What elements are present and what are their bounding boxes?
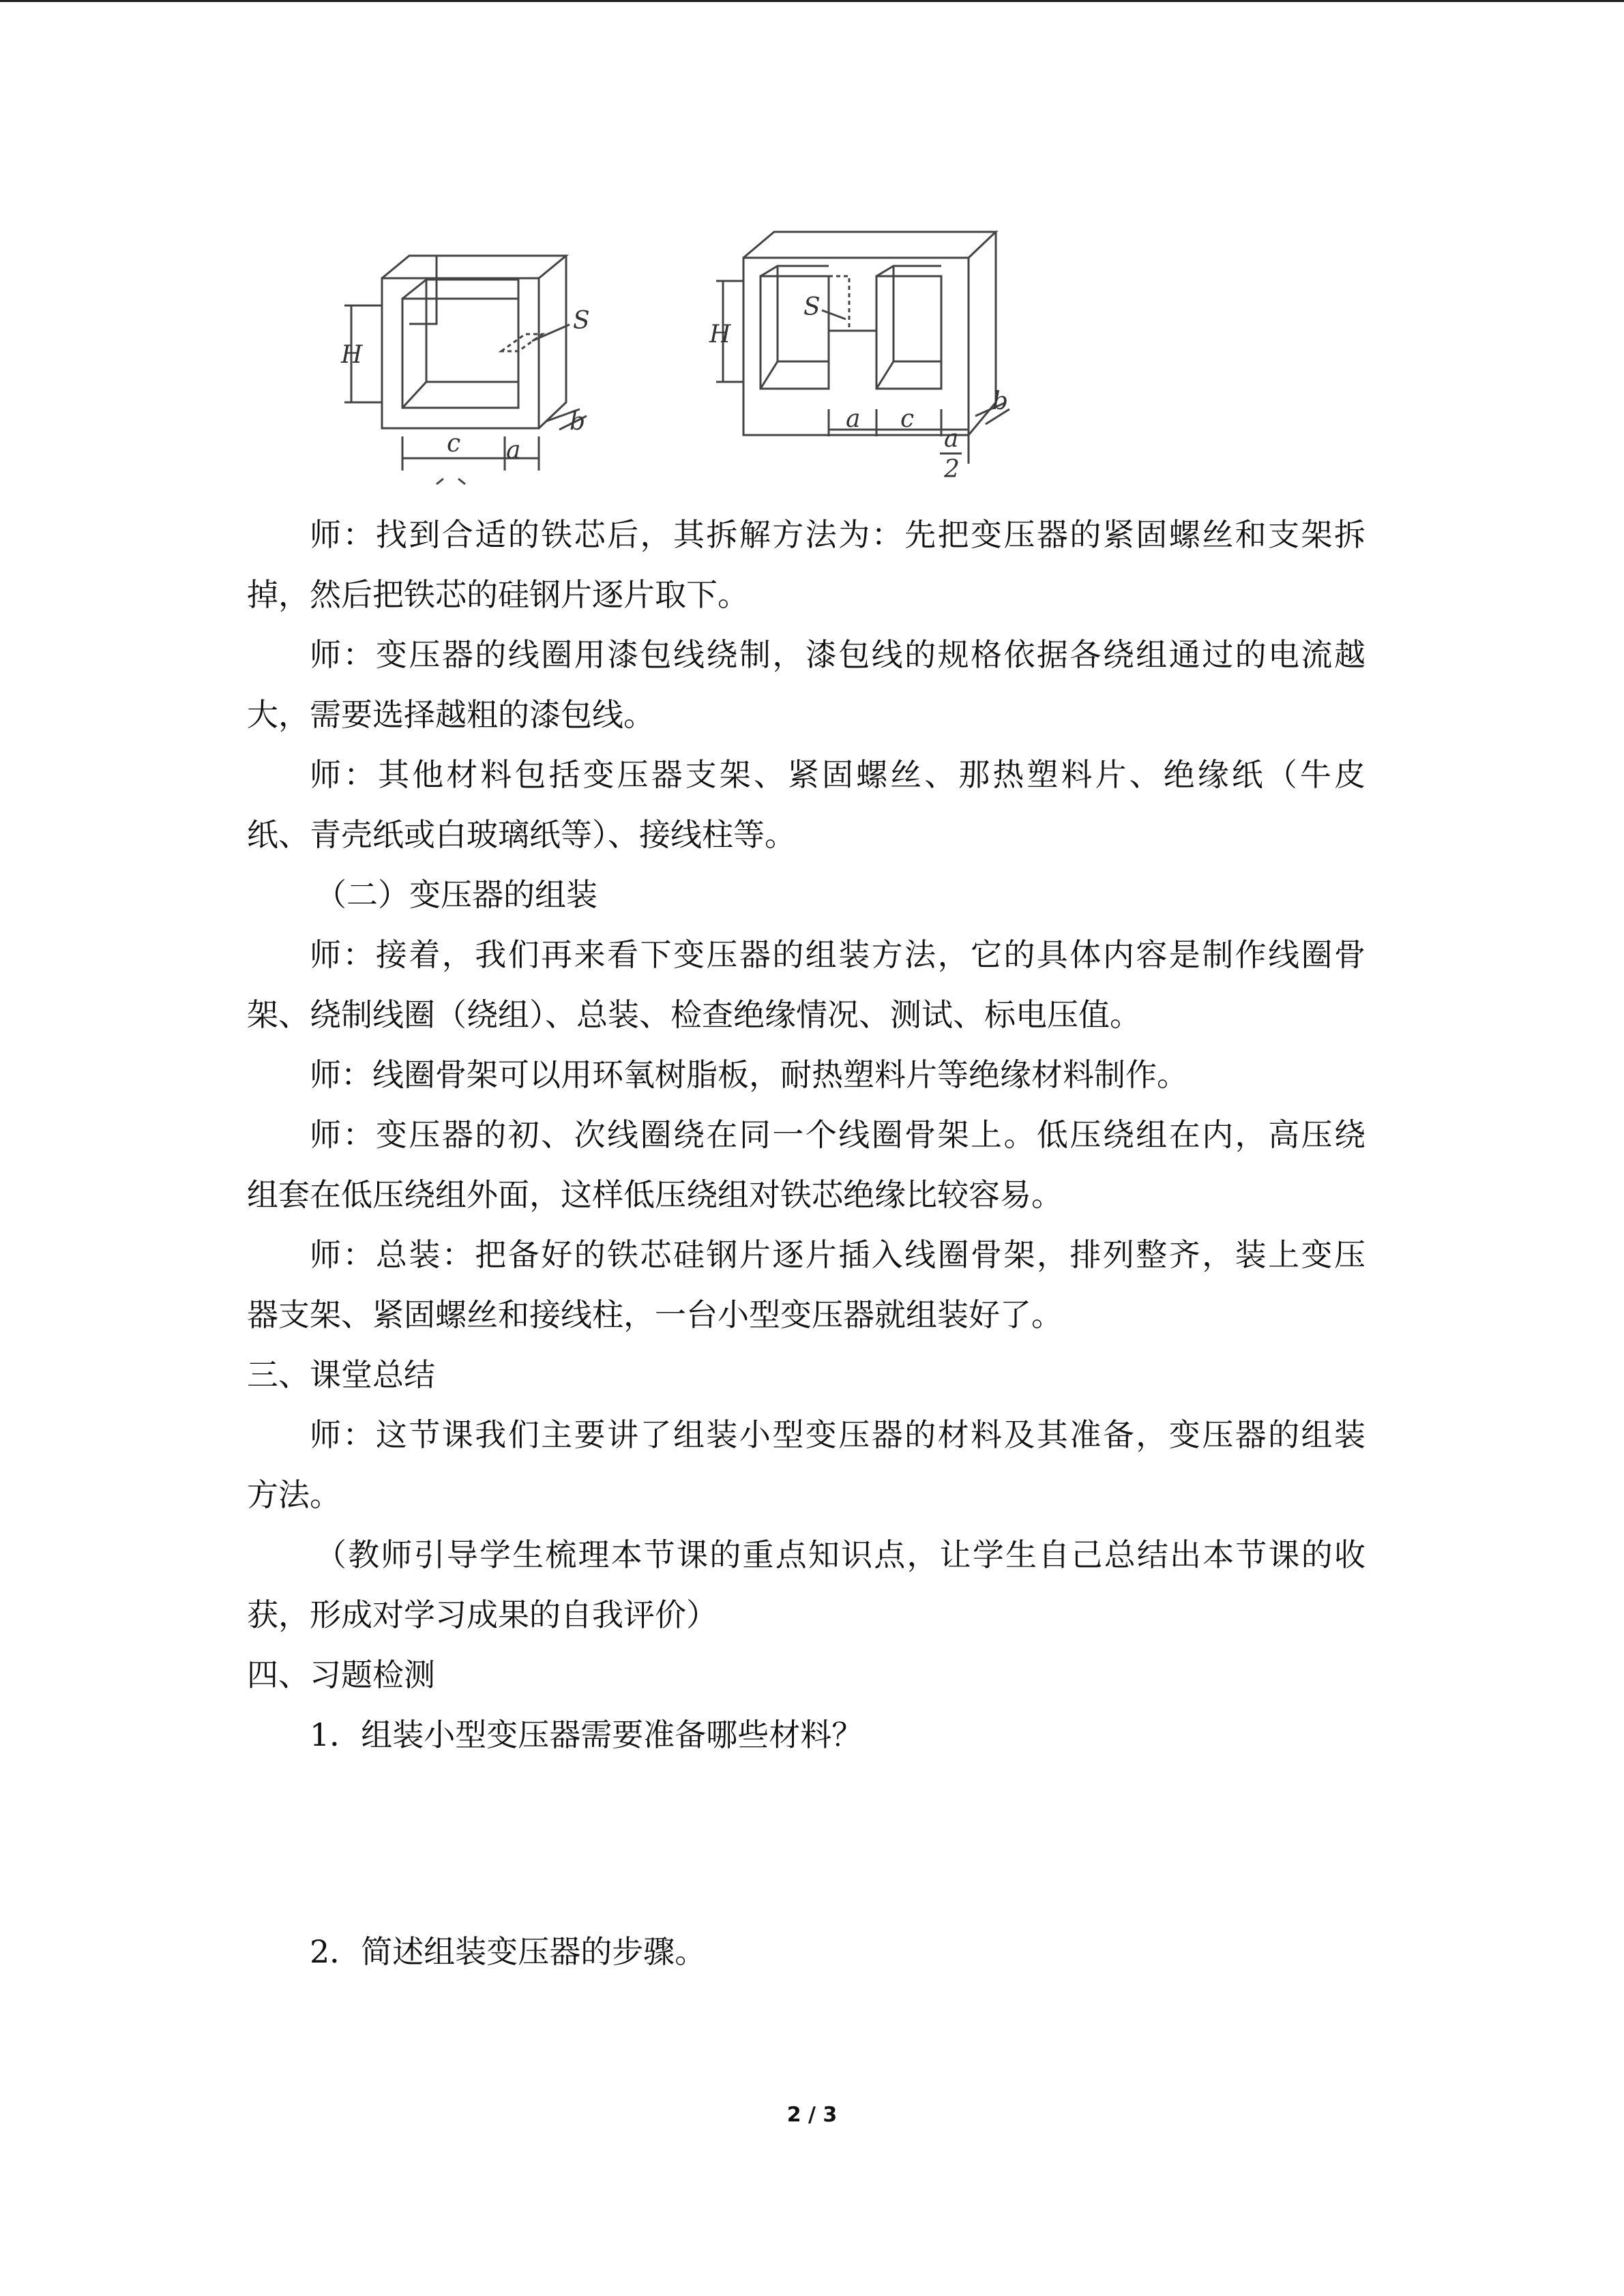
answer-space <box>247 1765 1365 1922</box>
section-heading-exercises: 四、习题检测 <box>247 1656 435 1693</box>
paragraph-line: 师：变压器的线圈用漆包线绕制，漆包线的规格依据各绕组通过的电流越 <box>310 636 1365 673</box>
paragraph-line: 方法。 <box>247 1476 341 1513</box>
paragraph-line: 架、绕制线圈（绕组）、总装、检查绝缘情况、测试、标电压值。 <box>247 996 1141 1033</box>
paragraph-line: 师：接着，我们再来看下变压器的组装方法，它的具体内容是制作线圈骨 <box>310 936 1365 973</box>
paragraph-line: 纸、青壳纸或白玻璃纸等）、接线柱等。 <box>247 816 796 853</box>
transformer-core-diagrams <box>0 0 1624 505</box>
right-figure-label-c: c <box>900 405 915 433</box>
right-core-figure <box>716 232 1009 464</box>
paragraph-line: 组套在低压绕组外面，这样低压绕组对铁芯绝缘比较容易。 <box>247 1176 1063 1213</box>
paragraph-line: 师：变压器的初、次线圈绕在同一个线圈骨架上。低压绕组在内，高压绕 <box>310 1116 1365 1153</box>
left-figure-label-c: c <box>447 430 461 458</box>
page-number: 2 / 3 <box>786 2103 838 2127</box>
left-core-figure <box>344 256 587 484</box>
paragraph-line: 器支架、紧固螺丝和接线柱，一台小型变压器就组装好了。 <box>247 1296 1063 1333</box>
right-figure-fraction-numerator: a <box>944 425 959 453</box>
right-figure-label-s: S <box>803 293 821 321</box>
left-figure-label-b: b <box>570 408 586 436</box>
left-figure-label-a: a <box>506 436 521 464</box>
right-figure-label-b: b <box>992 387 1009 415</box>
subsection-heading: （二）变压器的组装 <box>315 876 597 913</box>
left-figure-label-s: S <box>573 307 590 335</box>
paragraph-line: 师：找到合适的铁芯后，其拆解方法为：先把变压器的紧固螺丝和支架拆 <box>310 516 1365 553</box>
section-heading-summary: 三、课堂总结 <box>247 1356 435 1393</box>
paragraph-line: 师：这节课我们主要讲了组装小型变压器的材料及其准备，变压器的组装 <box>310 1416 1365 1453</box>
right-figure-label-a: a <box>846 405 861 433</box>
exercise-question-2: 2．简述组装变压器的步骤。 <box>310 1933 707 1970</box>
figures-area <box>0 0 1624 505</box>
paragraph-line: 师：其他材料包括变压器支架、紧固螺丝、那热塑料片、绝缘纸（牛皮 <box>310 756 1365 793</box>
exercise-question-1: 1．组装小型变压器需要准备哪些材料？ <box>310 1716 863 1753</box>
right-figure-label-h: H <box>709 320 731 348</box>
paragraph-line: 师：线圈骨架可以用环氧树脂板，耐热塑料片等绝缘材料制作。 <box>310 1056 1188 1093</box>
paragraph-line: （教师引导学生梳理本节课的重点知识点，让学生自己总结出本节课的收 <box>315 1536 1365 1573</box>
paragraph-line: 获，形成对学习成果的自我评价） <box>247 1596 718 1633</box>
left-figure-label-h: H <box>341 341 363 369</box>
paragraph-line: 掉，然后把铁芯的硅钢片逐片取下。 <box>247 576 749 613</box>
document-body <box>247 505 1365 1982</box>
right-figure-fraction-denominator: 2 <box>944 456 960 483</box>
paragraph-line: 师：总装：把备好的铁芯硅钢片逐片插入线圈骨架，排列整齐，装上变压 <box>310 1236 1365 1273</box>
paragraph-line: 大，需要选择越粗的漆包线。 <box>247 696 655 733</box>
